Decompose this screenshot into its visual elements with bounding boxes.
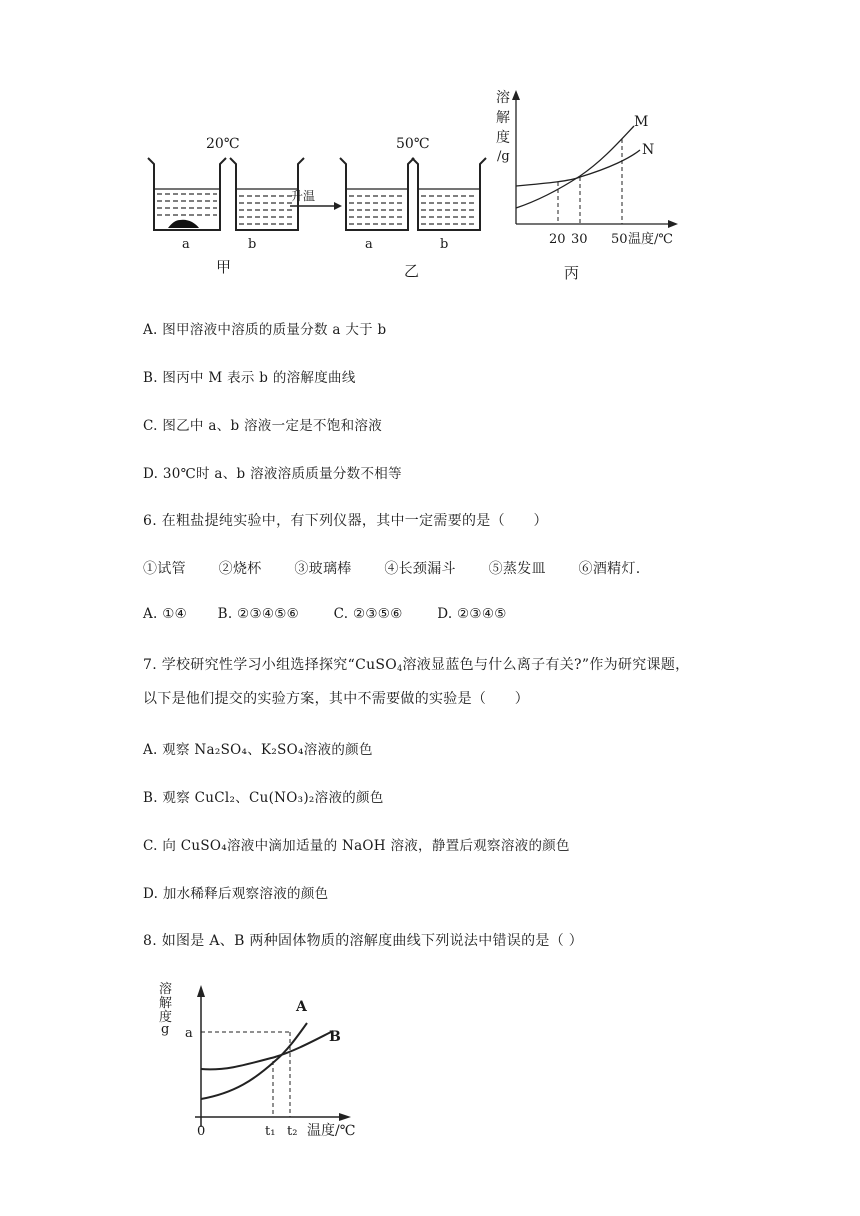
q8-stem: 8. 如图是 A、B 两种固体物质的溶解度曲线下列说法中错误的是（ ） [143, 933, 584, 949]
figure-beakers-and-graph [140, 80, 700, 290]
q7-option-d: D. 加水稀释后观察溶液的颜色 [143, 886, 329, 902]
q7-stem-line2: 以下是他们提交的实验方案，其中不需要做的实验是（ ） [143, 691, 530, 707]
curve-label-a: A [296, 999, 307, 1015]
q7-stem-part2: 溶液显蓝色与什么离子有关?”作为研究课题， [402, 657, 690, 673]
graph-tick-50: 50 [611, 232, 628, 247]
graph-ylabel-1: 溶 [159, 982, 173, 997]
graph-tick-20: 20 [549, 232, 566, 247]
q6-option-d: D. ②③④⑤ [437, 606, 507, 622]
beaker-label-a2: a [365, 237, 373, 252]
q7-option-a: A. 观察 Na₂SO₄、K₂SO₄溶液的颜色 [143, 742, 373, 758]
graph-ylabel-2: 解 [496, 110, 510, 126]
solubility-graph-mn [512, 90, 678, 228]
curve-label-n: N [642, 142, 655, 158]
q6-option-c: C. ②③⑤⑥ [333, 606, 403, 622]
q6-item-2: ②烧杯 [218, 561, 262, 577]
q7-option-b: B. 观察 CuCl₂、Cu(NO₃)₂溶液的颜色 [143, 790, 384, 806]
q6-item-4: ④长颈漏斗 [384, 561, 456, 577]
graph-xlabel: 温度/℃ [307, 1123, 356, 1139]
curve-a [201, 1023, 307, 1099]
curve-m [516, 126, 634, 208]
graph-ylabel-4: /g [497, 149, 510, 164]
graph-xlabel: 温度/℃ [628, 232, 673, 247]
q6-options [143, 606, 507, 622]
temp-label-50: 50℃ [396, 136, 430, 152]
beaker-jia-a [148, 158, 226, 230]
q6-items [143, 558, 641, 578]
q6-option-b: B. ②③④⑤⑥ [217, 606, 300, 622]
graph-ylabel-3: 度 [496, 130, 510, 146]
solubility-graph-ab [155, 975, 370, 1145]
label-yi: 乙 [404, 262, 420, 280]
temp-label-20: 20℃ [206, 136, 240, 152]
q6-item-3: ③玻璃棒 [294, 561, 352, 577]
q7-stem-sub: 4 [397, 664, 403, 673]
arrow-label-heat: 升温 [291, 189, 316, 203]
q7-stem-line1 [143, 654, 689, 674]
graph-ylabel-3: 度 [159, 1010, 173, 1025]
q6-item-5: ⑤蒸发皿 [488, 561, 546, 577]
xtick-t1: t₁ [265, 1124, 276, 1139]
label-jia: 甲 [216, 258, 232, 276]
beaker-label-a: a [182, 237, 190, 252]
graph-tick-30: 30 [571, 232, 588, 247]
q6-item-6: ⑥酒精灯. [578, 561, 641, 577]
xtick-t2: t₂ [287, 1124, 298, 1139]
q6-item-1: ①试管 [143, 561, 186, 577]
q6-stem: 6. 在粗盐提纯实验中，有下列仪器，其中一定需要的是（ ） [143, 513, 548, 529]
q7-stem-part1: 7. 学校研究性学习小组选择探究“CuSO [143, 657, 398, 673]
q5-option-a: A. 图甲溶液中溶质的质量分数 a 大于 b [143, 322, 387, 338]
q5-option-d: D. 30℃时 a、b 溶液溶质质量分数不相等 [143, 466, 402, 482]
graph-ylabel-2: 解 [159, 996, 173, 1011]
beaker-yi-a [340, 158, 414, 230]
q5-option-c: C. 图乙中 a、b 溶液一定是不饱和溶液 [143, 418, 383, 434]
graph-ylabel-1: 溶 [496, 90, 510, 106]
precipitate [168, 220, 199, 228]
ytick-a: a [185, 1026, 193, 1041]
curve-label-m: M [634, 114, 649, 130]
curve-n [516, 150, 640, 186]
curve-label-b: B [329, 1029, 341, 1045]
q5-option-b: B. 图丙中 M 表示 b 的溶解度曲线 [143, 370, 356, 386]
beaker-label-b2: b [440, 237, 449, 252]
beaker-label-b: b [248, 237, 257, 252]
beaker-yi-b [412, 158, 486, 230]
q7-option-c: C. 向 CuSO₄溶液中滴加适量的 NaOH 溶液，静置后观察溶液的颜色 [143, 838, 570, 854]
origin-label: 0 [197, 1124, 206, 1139]
curve-b [201, 1031, 333, 1069]
label-bing: 丙 [564, 264, 580, 282]
q6-option-a: A. ①④ [143, 606, 188, 622]
graph-ylabel-4: g [161, 1022, 170, 1037]
